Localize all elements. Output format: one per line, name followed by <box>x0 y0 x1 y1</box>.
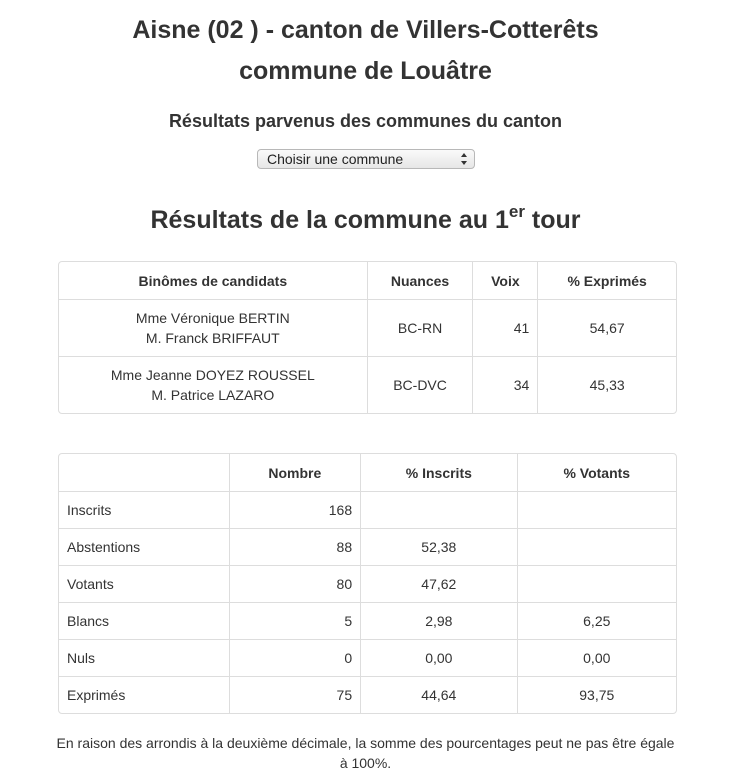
stat-pct-votants: 6,25 <box>517 602 676 639</box>
rounding-footnote: En raison des arrondis à la deuxième décimale, la somme des pourcentages peut ne pas être égale à 100%. <box>56 735 675 771</box>
candidate-name: Mme Véronique BERTIN <box>135 310 290 326</box>
table-row <box>59 565 676 602</box>
candidate-pct: 54,67 <box>537 299 676 356</box>
stat-nombre: 88 <box>229 528 361 565</box>
table-header-row <box>59 262 676 299</box>
round-title-prefix: Résultats de la commune au 1 <box>150 206 509 234</box>
table-row <box>59 639 676 676</box>
table-row <box>59 528 676 565</box>
candidate-names <box>59 356 367 413</box>
stat-label: Inscrits <box>59 491 229 528</box>
round-title-sup: er <box>508 201 525 221</box>
commune-select-wrapper <box>257 149 475 169</box>
header-pct-inscrits: % Inscrits <box>360 454 516 491</box>
header-voix: Voix <box>472 262 537 299</box>
stat-nombre: 0 <box>229 639 361 676</box>
table-row <box>59 491 676 528</box>
stat-pct-votants: 93,75 <box>517 676 676 713</box>
page-title-commune: commune de Louâtre <box>239 57 492 85</box>
up-down-arrows-icon <box>460 152 468 166</box>
candidate-nuance: BC-RN <box>367 299 473 356</box>
commune-select-value: Choisir une commune <box>267 151 404 167</box>
round-title-suffix: tour <box>524 206 581 234</box>
stat-nombre: 80 <box>229 565 361 602</box>
header-candidates: Binômes de candidats <box>138 272 288 289</box>
table-row <box>59 676 676 713</box>
stat-pct-votants <box>517 528 676 565</box>
stat-pct-inscrits <box>360 491 516 528</box>
table-row <box>59 602 676 639</box>
candidate-name: M. Franck BRIFFAUT <box>145 330 280 346</box>
table-header-row <box>59 454 676 491</box>
section-subtitle: Résultats parvenus des communes du canton <box>168 111 563 131</box>
candidate-name: M. Patrice LAZARO <box>151 387 275 403</box>
page-title-canton: Aisne (02 ) - canton de Villers-Cotterêts <box>132 16 599 44</box>
header-pct-votants: % Votants <box>517 454 676 491</box>
stat-pct-inscrits: 2,98 <box>360 602 516 639</box>
candidate-pct: 45,33 <box>537 356 676 413</box>
table-row <box>59 299 676 356</box>
candidate-nuance: BC-DVC <box>367 356 473 413</box>
header-nuances: Nuances <box>367 262 473 299</box>
stats-table <box>58 453 677 714</box>
stat-pct-votants <box>517 491 676 528</box>
table-row <box>59 356 676 413</box>
stat-label: Exprimés <box>59 676 229 713</box>
stat-nombre: 168 <box>229 491 361 528</box>
header-pct-exprimes: % Exprimés <box>537 262 676 299</box>
commune-select[interactable] <box>257 149 475 169</box>
header-empty <box>59 454 229 491</box>
stat-pct-votants <box>517 565 676 602</box>
stat-pct-inscrits: 44,64 <box>360 676 516 713</box>
stat-pct-inscrits: 47,62 <box>360 565 516 602</box>
stat-pct-inscrits: 0,00 <box>360 639 516 676</box>
stat-pct-inscrits: 52,38 <box>360 528 516 565</box>
stat-nombre: 75 <box>229 676 361 713</box>
stat-nombre: 5 <box>229 602 361 639</box>
stat-pct-votants: 0,00 <box>517 639 676 676</box>
candidate-voix: 34 <box>472 356 537 413</box>
candidate-name: Mme Jeanne DOYEZ ROUSSEL <box>110 367 315 383</box>
stat-label: Abstentions <box>59 528 229 565</box>
stat-label: Votants <box>59 565 229 602</box>
round-title <box>0 200 731 240</box>
candidate-voix: 41 <box>472 299 537 356</box>
candidate-names <box>59 299 367 356</box>
candidates-table <box>58 261 677 414</box>
header-nombre: Nombre <box>229 454 361 491</box>
stat-label: Blancs <box>59 602 229 639</box>
stat-label: Nuls <box>59 639 229 676</box>
